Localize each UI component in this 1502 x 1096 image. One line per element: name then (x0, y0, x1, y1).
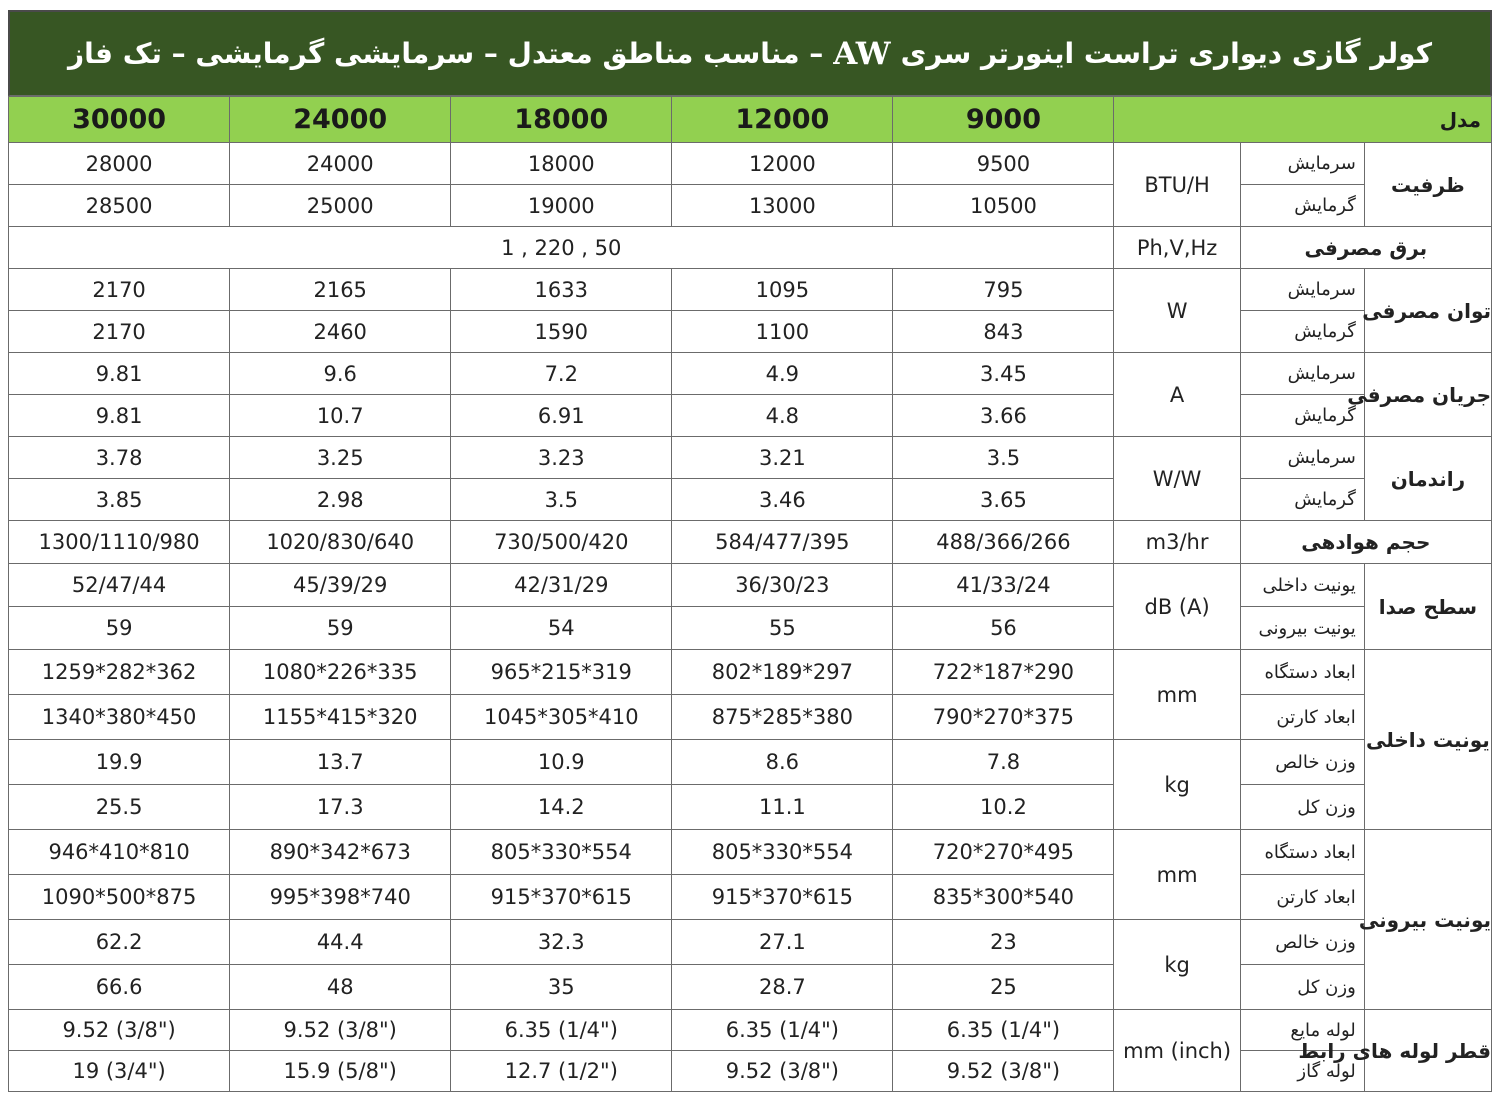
efficiency-row-2 (9, 479, 1492, 521)
capacity-value: 18000 (451, 143, 672, 185)
model-header-row (9, 97, 1492, 143)
noise-label: سطح صدا (1364, 564, 1491, 650)
noise-value: 56 (893, 607, 1114, 650)
indoor-unit-net-weight-value: 8.6 (672, 740, 893, 785)
current-value: 3.66 (893, 395, 1114, 437)
indoor-unit-net-weight-value: 7.8 (893, 740, 1114, 785)
pipes-value: 6.35 (1/4") (672, 1010, 893, 1051)
outdoor-unit-net-weight-value: 32.3 (451, 920, 672, 965)
power-value: 2170 (9, 311, 230, 353)
indoor-unit-carton-value: 1045*305*410 (451, 695, 672, 740)
pipes-value: 19 (3/4") (9, 1051, 230, 1092)
capacity-value: 10500 (893, 185, 1114, 227)
noise-value: 52/47/44 (9, 564, 230, 607)
noise-value: 41/33/24 (893, 564, 1114, 607)
model-capacity: 9000 (893, 97, 1114, 143)
pipes-value: 9.52 (3/8") (230, 1010, 451, 1051)
capacity-value: 24000 (230, 143, 451, 185)
indoor-unit-gross-weight-value: 25.5 (9, 785, 230, 830)
outdoor-unit-dim-unit: mm (1114, 830, 1240, 920)
indoor-unit-row-1 (9, 650, 1492, 695)
outdoor-unit-device-value: 890*342*673 (230, 830, 451, 875)
efficiency-value: 3.23 (451, 437, 672, 479)
airflow-value: 488/366/266 (893, 521, 1114, 564)
outdoor-unit-row-4 (9, 965, 1492, 1010)
noise-value: 45/39/29 (230, 564, 451, 607)
airflow-value: 730/500/420 (451, 521, 672, 564)
capacity-row-1 (9, 143, 1492, 185)
outdoor-unit-device-value: 805*330*554 (451, 830, 672, 875)
indoor-unit-carton-value: 790*270*375 (893, 695, 1114, 740)
model-label: مدل (1114, 97, 1492, 143)
current-value: 9.81 (9, 395, 230, 437)
noise-value: 36/30/23 (672, 564, 893, 607)
outdoor-unit-device-value: 805*330*554 (672, 830, 893, 875)
spec-table (8, 96, 1492, 1092)
noise-value: 42/31/29 (451, 564, 672, 607)
efficiency-value: 3.5 (893, 437, 1114, 479)
current-sub-label: سرمایش (1240, 353, 1364, 395)
outdoor-unit-sub-label: وزن کل (1240, 965, 1364, 1010)
pipes-value: 9.52 (3/8") (672, 1051, 893, 1092)
indoor-unit-sub-label: وزن کل (1240, 785, 1364, 830)
noise-row-2 (9, 607, 1492, 650)
power-value: 1095 (672, 269, 893, 311)
pipes-value: 9.52 (3/8") (9, 1010, 230, 1051)
indoor-unit-sub-label: ابعاد کارتن (1240, 695, 1364, 740)
title-series: AW (833, 35, 891, 72)
outdoor-unit-gross-weight-value: 28.7 (672, 965, 893, 1010)
pipes-sub-label: لوله مایع (1240, 1010, 1364, 1051)
indoor-unit-row-4 (9, 785, 1492, 830)
indoor-unit-gross-weight-value: 10.2 (893, 785, 1114, 830)
efficiency-value: 3.46 (672, 479, 893, 521)
current-value: 9.6 (230, 353, 451, 395)
indoor-unit-carton-value: 1340*380*450 (9, 695, 230, 740)
efficiency-value: 2.98 (230, 479, 451, 521)
indoor-unit-sub-label: وزن خالص (1240, 740, 1364, 785)
power-value: 795 (893, 269, 1114, 311)
capacity-value: 9500 (893, 143, 1114, 185)
efficiency-value: 3.25 (230, 437, 451, 479)
indoor-unit-device-value: 965*215*319 (451, 650, 672, 695)
pipes-value: 9.52 (3/8") (893, 1051, 1114, 1092)
outdoor-unit-device-value: 946*410*810 (9, 830, 230, 875)
pipes-value: 15.9 (5/8") (230, 1051, 451, 1092)
outdoor-unit-net-weight-value: 44.4 (230, 920, 451, 965)
indoor-unit-dim-unit: mm (1114, 650, 1240, 740)
capacity-label: ظرفیت (1364, 143, 1491, 227)
indoor-unit-net-weight-value: 10.9 (451, 740, 672, 785)
indoor-unit-device-value: 722*187*290 (893, 650, 1114, 695)
outdoor-unit-carton-value: 915*370*615 (672, 875, 893, 920)
airflow-value: 1020/830/640 (230, 521, 451, 564)
outdoor-unit-row-2 (9, 875, 1492, 920)
capacity-value: 13000 (672, 185, 893, 227)
noise-unit: dB (A) (1114, 564, 1240, 650)
outdoor-unit-net-weight-value: 27.1 (672, 920, 893, 965)
model-capacity: 24000 (230, 97, 451, 143)
outdoor-unit-gross-weight-value: 66.6 (9, 965, 230, 1010)
title-suffix: – مناسب مناطق معتدل – سرمایشی گرمایشی – تک فاز (68, 37, 824, 70)
outdoor-unit-row-1 (9, 830, 1492, 875)
indoor-unit-label: یونیت داخلی (1364, 650, 1491, 830)
current-row-2 (9, 395, 1492, 437)
power-row-1 (9, 269, 1492, 311)
power-value: 2170 (9, 269, 230, 311)
outdoor-unit-weight-unit: kg (1114, 920, 1240, 1010)
outdoor-unit-label: یونیت بیرونی (1364, 830, 1491, 1010)
noise-sub-label: یونیت بیرونی (1240, 607, 1364, 650)
indoor-unit-sub-label: ابعاد دستگاه (1240, 650, 1364, 695)
airflow-label: حجم هوادهی (1240, 521, 1491, 564)
indoor-unit-device-value: 1080*226*335 (230, 650, 451, 695)
indoor-unit-net-weight-value: 13.7 (230, 740, 451, 785)
current-sub-label: گرمایش (1240, 395, 1364, 437)
outdoor-unit-net-weight-value: 23 (893, 920, 1114, 965)
power-supply-row (9, 227, 1492, 269)
pipes-value: 6.35 (1/4") (893, 1010, 1114, 1051)
efficiency-value: 3.85 (9, 479, 230, 521)
capacity-value: 28500 (9, 185, 230, 227)
efficiency-value: 3.78 (9, 437, 230, 479)
current-value: 4.8 (672, 395, 893, 437)
power-value: 1633 (451, 269, 672, 311)
outdoor-unit-gross-weight-value: 35 (451, 965, 672, 1010)
noise-row-1 (9, 564, 1492, 607)
noise-value: 54 (451, 607, 672, 650)
current-row-1 (9, 353, 1492, 395)
pipes-value: 6.35 (1/4") (451, 1010, 672, 1051)
current-value: 7.2 (451, 353, 672, 395)
efficiency-sub-label: گرمایش (1240, 479, 1364, 521)
indoor-unit-row-2 (9, 695, 1492, 740)
efficiency-row-1 (9, 437, 1492, 479)
airflow-unit: m3/hr (1114, 521, 1240, 564)
capacity-unit: BTU/H (1114, 143, 1240, 227)
power-value: 1590 (451, 311, 672, 353)
table-title (8, 10, 1492, 96)
capacity-value: 12000 (672, 143, 893, 185)
efficiency-value: 3.21 (672, 437, 893, 479)
indoor-unit-gross-weight-value: 11.1 (672, 785, 893, 830)
power-value: 843 (893, 311, 1114, 353)
model-capacity: 12000 (672, 97, 893, 143)
outdoor-unit-carton-value: 915*370*615 (451, 875, 672, 920)
outdoor-unit-device-value: 720*270*495 (893, 830, 1114, 875)
outdoor-unit-sub-label: وزن خالص (1240, 920, 1364, 965)
outdoor-unit-row-3 (9, 920, 1492, 965)
pipes-label: قطر لوله های رابط (1364, 1010, 1491, 1092)
airflow-row (9, 521, 1492, 564)
power-sub-label: گرمایش (1240, 311, 1364, 353)
pipes-sub-label: لوله گاز (1240, 1051, 1364, 1092)
power-sub-label: سرمایش (1240, 269, 1364, 311)
outdoor-unit-gross-weight-value: 25 (893, 965, 1114, 1010)
power-row-2 (9, 311, 1492, 353)
efficiency-value: 3.65 (893, 479, 1114, 521)
pipes-unit: mm (inch) (1114, 1010, 1240, 1092)
outdoor-unit-carton-value: 835*300*540 (893, 875, 1114, 920)
pipes-row-1 (9, 1010, 1492, 1051)
noise-value: 59 (230, 607, 451, 650)
pipes-value: 12.7 (1/2") (451, 1051, 672, 1092)
power-supply-label: برق مصرفی (1240, 227, 1491, 269)
capacity-row-2 (9, 185, 1492, 227)
airflow-value: 584/477/395 (672, 521, 893, 564)
efficiency-sub-label: سرمایش (1240, 437, 1364, 479)
power-value: 1100 (672, 311, 893, 353)
model-capacity: 18000 (451, 97, 672, 143)
efficiency-unit: W/W (1114, 437, 1240, 521)
capacity-sub-label: گرمایش (1240, 185, 1364, 227)
indoor-unit-weight-unit: kg (1114, 740, 1240, 830)
indoor-unit-carton-value: 875*285*380 (672, 695, 893, 740)
power-value: 2165 (230, 269, 451, 311)
indoor-unit-gross-weight-value: 14.2 (451, 785, 672, 830)
noise-value: 55 (672, 607, 893, 650)
pipes-row-2 (9, 1051, 1492, 1092)
capacity-value: 19000 (451, 185, 672, 227)
current-value: 3.45 (893, 353, 1114, 395)
power-unit: W (1114, 269, 1240, 353)
power-label: توان مصرفی (1364, 269, 1491, 353)
efficiency-value: 3.5 (451, 479, 672, 521)
current-value: 6.91 (451, 395, 672, 437)
capacity-value: 28000 (9, 143, 230, 185)
outdoor-unit-gross-weight-value: 48 (230, 965, 451, 1010)
indoor-unit-device-value: 1259*282*362 (9, 650, 230, 695)
title-prefix: کولر گازی دیواری تراست اینورتر سری (900, 37, 1432, 70)
airflow-value: 1300/1110/980 (9, 521, 230, 564)
capacity-value: 25000 (230, 185, 451, 227)
current-value: 4.9 (672, 353, 893, 395)
indoor-unit-row-3 (9, 740, 1492, 785)
outdoor-unit-carton-value: 995*398*740 (230, 875, 451, 920)
current-unit: A (1114, 353, 1240, 437)
noise-value: 59 (9, 607, 230, 650)
power-supply-value: 1 , 220 , 50 (9, 227, 1114, 269)
indoor-unit-gross-weight-value: 17.3 (230, 785, 451, 830)
indoor-unit-carton-value: 1155*415*320 (230, 695, 451, 740)
current-value: 10.7 (230, 395, 451, 437)
outdoor-unit-sub-label: ابعاد دستگاه (1240, 830, 1364, 875)
outdoor-unit-carton-value: 1090*500*875 (9, 875, 230, 920)
noise-sub-label: یونیت داخلی (1240, 564, 1364, 607)
outdoor-unit-sub-label: ابعاد کارتن (1240, 875, 1364, 920)
current-value: 9.81 (9, 353, 230, 395)
power-value: 2460 (230, 311, 451, 353)
capacity-sub-label: سرمایش (1240, 143, 1364, 185)
indoor-unit-net-weight-value: 19.9 (9, 740, 230, 785)
outdoor-unit-net-weight-value: 62.2 (9, 920, 230, 965)
model-capacity: 30000 (9, 97, 230, 143)
power-supply-unit: Ph,V,Hz (1114, 227, 1240, 269)
current-label: جریان مصرفی (1364, 353, 1491, 437)
indoor-unit-device-value: 802*189*297 (672, 650, 893, 695)
efficiency-label: راندمان (1364, 437, 1491, 521)
